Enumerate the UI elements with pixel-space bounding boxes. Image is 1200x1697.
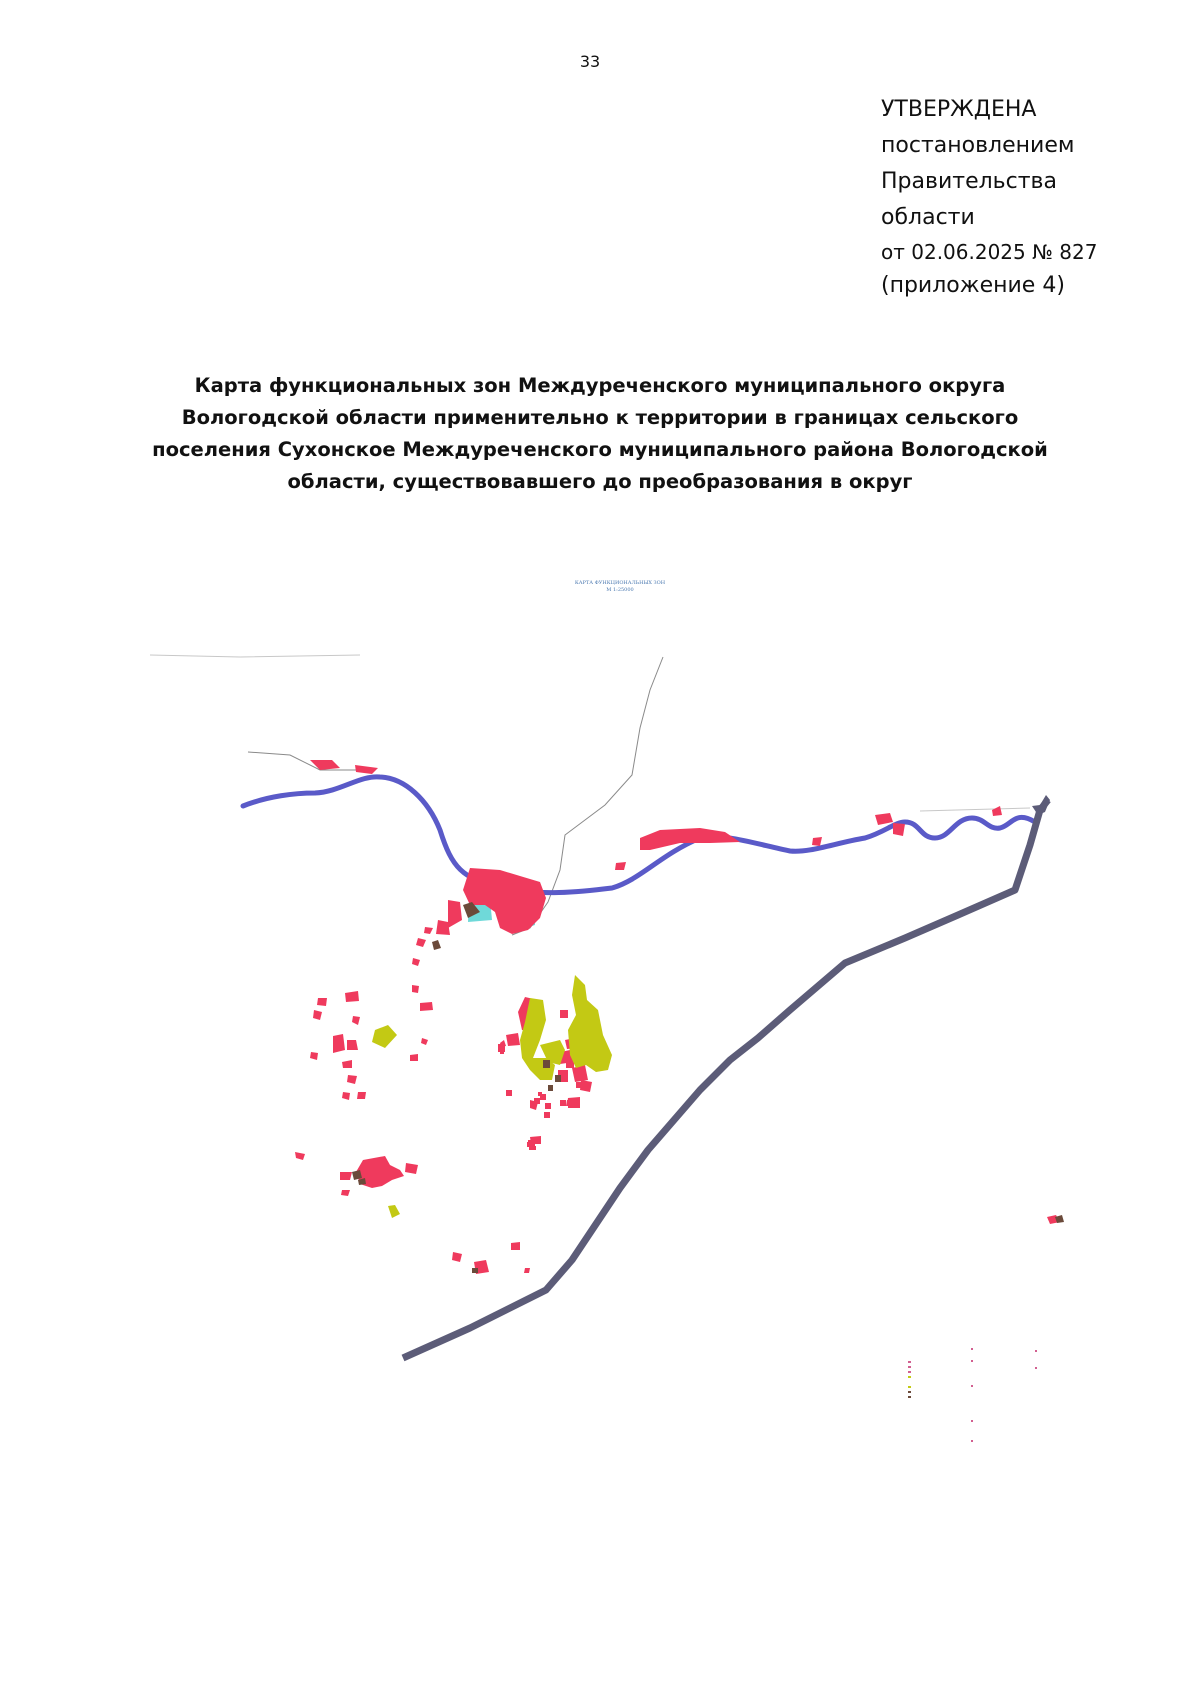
residential-zone <box>533 1144 534 1145</box>
functional-zones-map <box>0 560 1200 1460</box>
legend-marker <box>908 1391 911 1393</box>
boundary-line-west <box>248 752 360 770</box>
residential-zone <box>534 1143 535 1144</box>
residential-zone <box>342 1060 352 1068</box>
legend-marker <box>908 1376 911 1378</box>
residential-zone <box>405 1163 418 1174</box>
residential-zone <box>310 1052 318 1060</box>
industrial-zone <box>548 1085 553 1091</box>
map-caption-title: КАРТА ФУНКЦИОНАЛЬНЫХ ЗОН <box>574 580 666 586</box>
residential-zone <box>506 1090 512 1096</box>
residential-zone <box>572 1065 588 1082</box>
agricultural-zone-large <box>568 975 612 1072</box>
residential-zone <box>333 1034 345 1053</box>
residential-zone <box>530 1148 531 1149</box>
legend-marker <box>971 1348 973 1350</box>
legend-marker <box>1035 1367 1037 1369</box>
approval-line-3: Правительства <box>881 169 1057 194</box>
industrial-zone <box>555 1075 561 1082</box>
residential-zone <box>578 1084 579 1085</box>
residential-zone <box>992 806 1002 816</box>
industrial-zone <box>472 1268 478 1273</box>
residential-zone <box>545 1113 548 1116</box>
legend-marker <box>1035 1350 1037 1352</box>
legend-marker <box>908 1371 911 1373</box>
residential-zone <box>640 828 740 850</box>
residential-zone <box>345 991 359 1002</box>
residential-zone <box>347 1040 358 1050</box>
residential-zone <box>452 1252 462 1262</box>
residential-zone <box>341 1190 350 1196</box>
residential-zone <box>317 998 327 1006</box>
residential-zone <box>342 1092 350 1100</box>
residential-zone <box>538 1092 542 1096</box>
legend-marker <box>971 1420 973 1422</box>
residential-zone <box>560 1010 568 1018</box>
residential-zone <box>532 1143 533 1144</box>
approval-stamp <box>881 92 1181 304</box>
residential-zone <box>531 1143 532 1144</box>
residential-zone <box>500 1050 504 1054</box>
approval-line-5: от 02.06.2025 № 827 <box>881 240 1098 264</box>
residential-zone <box>812 837 822 846</box>
approval-line-1: УТВЕРЖДЕНА <box>881 97 1037 122</box>
residential-zone <box>340 1172 352 1180</box>
residential-zone <box>424 927 433 934</box>
approval-line-6: (приложение 4) <box>881 273 1065 298</box>
residential-zone <box>352 1016 360 1025</box>
residential-zone <box>420 1002 433 1011</box>
legend-marker <box>908 1386 911 1388</box>
residential-zone <box>530 1144 531 1145</box>
industrial-zone <box>543 1060 550 1068</box>
residential-zone <box>412 958 420 966</box>
residential-zone <box>534 1098 540 1104</box>
legend-marker <box>908 1366 911 1368</box>
document-title: Карта функциональных зон Междуреченского муниципального округа Вологодской области применительно к территории в границах сельского поселения Сухонское Междуреченского муниципального района Вологодской области, существовавшего до преобразования в округ <box>152 374 1048 493</box>
page-number: 33 <box>579 52 601 71</box>
road-end-marker <box>1032 795 1050 815</box>
residential-zone <box>560 1100 566 1106</box>
residential-zone <box>347 1075 357 1084</box>
legend-marker <box>971 1440 973 1442</box>
residential-zone <box>310 760 340 770</box>
residential-zone <box>545 1103 551 1109</box>
agricultural-zone <box>388 1205 400 1218</box>
residential-zone <box>416 938 426 947</box>
residential-zone <box>355 765 378 774</box>
residential-zone <box>511 1242 520 1250</box>
residential-zone <box>412 985 419 993</box>
legend-marker <box>908 1396 911 1398</box>
legend-marker <box>908 1361 911 1363</box>
residential-zone <box>524 1268 530 1273</box>
river-sukhona <box>243 777 1035 893</box>
residential-zone-center <box>463 868 546 934</box>
residential-zone <box>615 862 626 870</box>
map-caption-scale: М 1:25000 <box>606 587 634 593</box>
residential-zone <box>410 1054 418 1061</box>
agricultural-zones <box>372 975 612 1218</box>
legend-marker <box>971 1360 973 1362</box>
residential-zone <box>421 1038 428 1045</box>
residential-zone <box>506 1033 520 1046</box>
residential-zone <box>295 1152 305 1160</box>
residential-zone <box>357 1092 366 1099</box>
industrial-zones <box>352 902 1064 1273</box>
map-legend <box>908 1348 1037 1442</box>
residential-zone <box>893 823 905 836</box>
residential-zone <box>532 1146 534 1148</box>
residential-zone <box>500 1040 506 1047</box>
approval-line-4: области <box>881 205 975 230</box>
residential-zone <box>531 1149 533 1150</box>
residential-zone <box>529 1143 530 1144</box>
residential-zone <box>313 1010 322 1020</box>
approval-line-2: постановлением <box>881 133 1075 158</box>
industrial-zone <box>432 940 441 950</box>
agricultural-zone <box>372 1025 397 1048</box>
residential-zone <box>569 1063 570 1064</box>
residential-zone <box>875 813 893 825</box>
legend-marker <box>971 1385 973 1387</box>
boundary-line-faint <box>150 655 1030 811</box>
residential-zone <box>448 900 462 928</box>
residential-zone <box>436 920 450 935</box>
residential-zone <box>535 1148 536 1149</box>
